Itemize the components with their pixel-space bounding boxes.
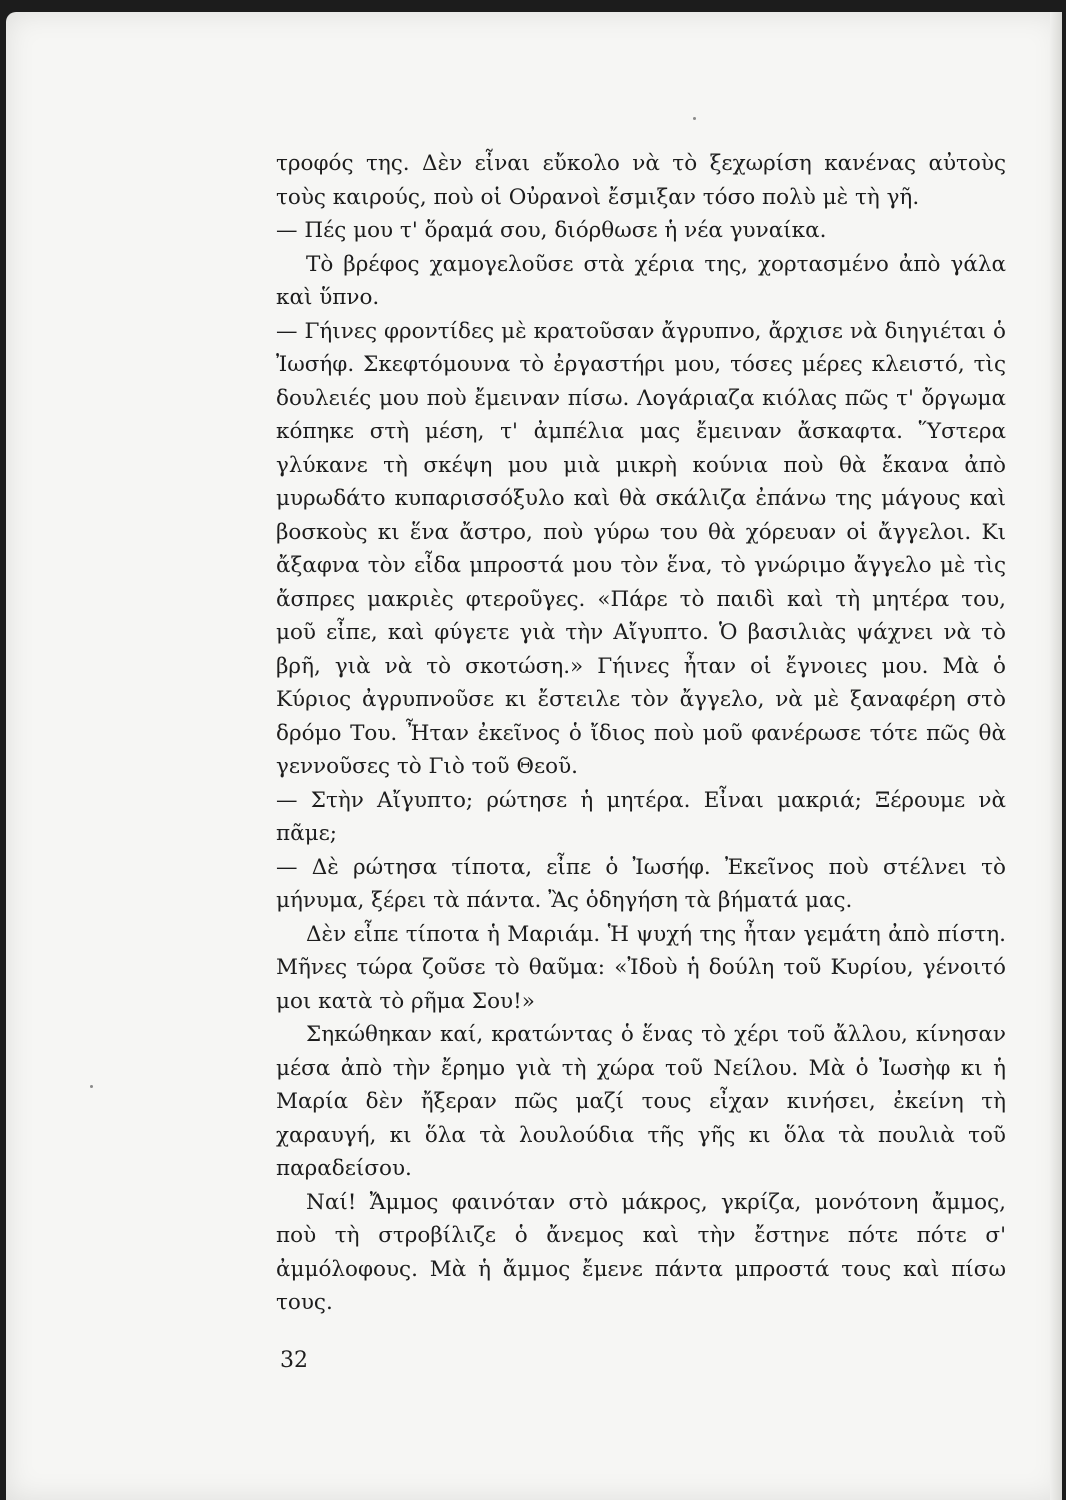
paragraph: Ναί! Ἄμμος φαινόταν στὸ μάκρος, γκρίζα, μονότονη ἄμμος, ποὺ τὴ στροβίλιζε ὁ ἄνεμος καὶ τὴν ἔστηνε πότε πότε σ' ἀμμόλοφους. Μὰ ἡ ἄμμος ἔμενε πάντα μπροστά τους καὶ πίσω τους. [276,1189,1006,1315]
scan-speck [90,1085,93,1088]
body-text [276,147,1006,1320]
paragraph: — Πές μου τ' ὅραμά σου, διόρθωσε ἡ νέα γυναίκα. [276,218,827,243]
paragraph: Δὲν εἶπε τίποτα ἡ Μαριάμ. Ἡ ψυχή της ἦταν γεμάτη ἀπὸ πίστη. Μῆνες τώρα ζοῦσε τὸ θαῦμα: «Ἰδοὺ ἡ δούλη τοῦ Κυρίου, γένοιτό μοι κατὰ τὸ ρῆμα Σου!» [276,921,1006,1014]
paragraph: — Δὲ ρώτησα τίποτα, εἶπε ὁ Ἰωσήφ. Ἐκεῖνος ποὺ στέλνει τὸ μήνυμα, ξέρει τὰ πάντα. Ἂς ὁδηγήση τὰ βήματά μας. [276,854,1006,913]
page-number: 32 [280,1348,308,1373]
paragraph: — Στὴν Αἴγυπτο; ρώτησε ἡ μητέρα. Εἶναι μακριά; Ξέρουμε νὰ πᾶμε; [276,787,1006,846]
page-spine-edge [1050,12,1062,1500]
paragraph: Τὸ βρέφος χαμογελοῦσε στὰ χέρια της, χορτασμένο ἀπὸ γάλα καὶ ὕπνο. [276,251,1006,310]
paragraph: τροφός της. Δὲν εἶναι εὔκολο νὰ τὸ ξεχωρίση κανένας αὐτοὺς τοὺς καιρούς, ποὺ οἱ Οὐρανοὶ ἔσμιξαν τόσο πολὺ μὲ τὴ γῆ. [276,151,1006,210]
scan-speck [693,117,696,120]
paragraph: — Γήινες φροντίδες μὲ κρατοῦσαν ἄγρυπνο, ἄρχισε νὰ διηγιέται ὁ Ἰωσήφ. Σκεφτόμουνα τὸ ἐργαστήρι μου, τόσες μέρες κλειστό, τὶς δουλειές μου ποὺ ἔμειναν πίσω. Λογάριαζα κιόλας πῶς τ' ὄργωμα κόπηκε στὴ μέση, τ' ἀμπέλια μας ἔμειναν ἄσκαφτα. Ὕστερα γλύκανε τὴ σκέψη μου μιὰ μικρὴ κούνια ποὺ θὰ ἔκανα ἀπὸ μυρωδάτο κυπαρισσόξυλο καὶ θὰ σκάλιζα ἐπάνω της μάγους καὶ βοσκοὺς κι ἕνα ἄστρο, ποὺ γύρω του θὰ χόρευαν οἱ ἄγγελοι. Κι ἄξαφνα τὸν εἶδα μπροστά μου τὸν ἕνα, τὸ γνώριμο ἄγγελο μὲ τὶς ἄσπρες μακριὲς φτεροῦγες. «Πάρε τὸ παιδὶ καὶ τὴ μητέρα του, μοῦ εἶπε, καὶ φύγετε γιὰ τὴν Αἴγυπτο. Ὁ βασιλιὰς ψάχνει νὰ τὸ βρῆ, γιὰ νὰ τὸ σκοτώση.» Γήινες ἦταν οἱ ἔγνοιες μου. Μὰ ὁ Κύριος ἀγρυπνοῦσε κι ἔστειλε τὸν ἄγγελο, νὰ μὲ ξαναφέρη στὸ δρόμο Του. Ἦταν ἐκεῖνος ὁ ἴδιος ποὺ μοῦ φανέρωσε τότε πῶς θὰ γεννοῦσες τὸ Γιὸ τοῦ Θεοῦ. [276,318,1006,779]
paragraph: Σηκώθηκαν καί, κρατώντας ὁ ἕνας τὸ χέρι τοῦ ἄλλου, κίνησαν μέσα ἀπὸ τὴν ἔρημο γιὰ τὴ χώρα τοῦ Νείλου. Μὰ ὁ Ἰωσὴφ κι ἡ Μαρία δὲν ἤξεραν πῶς μαζί τους εἶχαν κινήσει, ἐκείνη τὴ χαραυγή, κι ὅλα τὰ λουλούδια τῆς γῆς κι ὅλα τὰ πουλιὰ τοῦ παραδείσου. [276,1022,1006,1181]
